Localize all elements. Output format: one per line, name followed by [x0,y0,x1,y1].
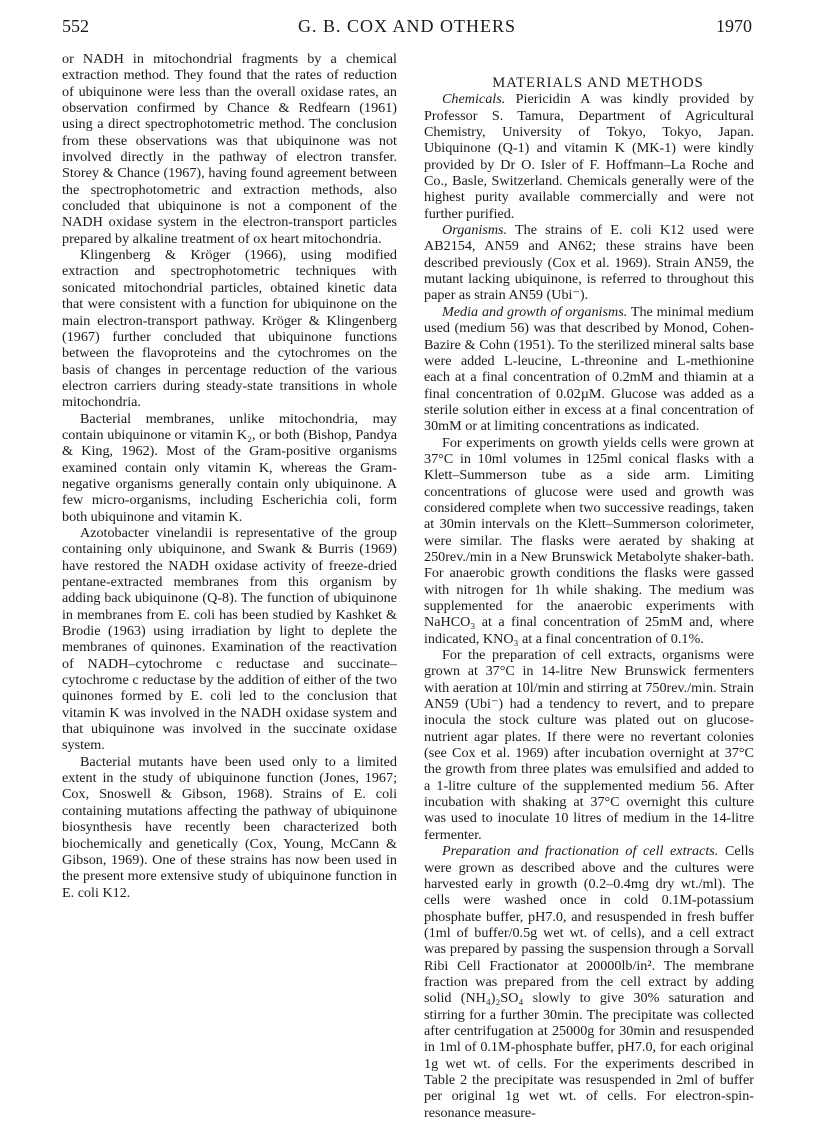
paragraph: or NADH in mitochondrial fragments by a chemical extraction method. They found that the rates of reduction of ubiquinone were less than the overall oxidase rates, an observation confirmed by Chance & Redfearn (1961) using a direct spectrophotometric method. The conclusion from these observations was that ubiquinone was not involved directly in the pathway of electron transfer. Storey & Chance (1967), having found agreement between the spectrophotometric and extraction methods, also concluded that ubiquinone is not a component of the NADH oxidase system in the electron-transport particles prepared by alkaline treatment of ox heart mitochondria. [62,51,397,247]
run-in-heading: Media and growth of organisms. [442,303,628,320]
page-number: 552 [62,16,89,36]
paragraph: Azotobacter vinelandii is representative of the group containing only ubiquinone, and Swank & Burris (1969) have restored the NADH oxidase activity of freeze-dried pentane-extracted membranes from this organism by adding back ubiquinone (Q-8). The function of ubiquinone in membranes from E. coli has been studied by Kashket & Brodie (1963) using irradiation by light to deplete the membranes of quinones. Examination of the reactivation of NADH–cytochrome c reductase and succinate–cytochrome c reductase by the addition of either of the two quinones formed by E. coli led to the conclusion that vitamin K was involved in the NADH oxidase system and that ubiquinone was involved in the succinate oxidase system. [62,524,397,754]
paragraph: For experiments on growth yields cells were grown at 37°C in 10ml volumes in 125ml conical flasks with a Klett–Summerson tube as a side arm. Limiting concentrations of glucose were used and growth was considered complete when two successive readings, taken at 30min intervals on the Klett–Summerson colorimeter, were similar. The flasks were aerated by shaking at 250rev./min in a New Brunswick Metabolyte shaker-bath. For anaerobic growth conditions the flasks were gassed with nitrogen for 1h while shaking. The medium was supplemented for the anaerobic experiments with NaHCO₃ at a final concentration of 25mM and, where indicated, KNO₃ at a final concentration of 0.1%. [424,434,754,647]
paragraph: Bacterial membranes, unlike mitochondria, may contain ubiquinone or vitamin K₂, or both (Bishop, Pandya & King, 1962). Most of the Gram-positive organisms examined contain only vitamin K, whereas the Gram-negative organisms generally contain only ubiquinone. A few micro-organisms, including Escherichia coli, form both ubiquinone and vitamin K. [62,410,397,525]
paragraph-organisms [424,222,754,304]
paragraph-media [424,304,754,435]
right-column [424,51,754,1121]
paragraph: Bacterial mutants have been used only to a limited extent in the study of ubiquinone function (Jones, 1967; Cox, Snoswell & Gibson, 1968). Strains of E. coli containing mutations affecting the pathway of ubiquinone biosynthesis have recently been characterized both biochemically and genetically (Cox, Young, McCann & Gibson, 1969). One of these strains has now been used in the present more extensive study of ubiquinone function in E. coli K12. [62,753,397,901]
running-title-authors: G. B. COX AND OTHERS [297,16,517,36]
paragraph-text: Cells were grown as described above and the cultures were harvested early in growth (0.2–0.4mg dry wt./ml). The cells were washed once in cold 0.1M-potassium phosphate buffer, pH7.0, and resuspended in fresh buffer (1ml of buffer/0.5g wet wt. of cells), and a cell extract was prepared by passing the suspension through a Sorvall Ribi Cell Fractionator at 20000lb/in². The membrane fraction was prepared from the cell extract by adding solid (NH₄)₂SO₄ slowly to give 30% saturation and stirring for a further 30min. The precipitate was collected after centrifugation at 25000g for 30min and resuspended in 1ml of 0.1M-phosphate buffer, pH7.0, for each original 1g wet wt. of cells. For the experiments described in Table 2 the precipitate was resuspended in 2ml of buffer per original 1g wet wt. of cells. For electron-spin-resonance measure- [424,843,755,1121]
paragraph-chemicals [424,91,754,222]
left-column [62,51,397,901]
publication-year: 1970 [716,16,752,36]
paragraph: Klingenberg & Kröger (1966), using modified extraction and spectrophotometric techniques with sonicated mitochondrial particles, obtained kinetic data that were consistent with a function for ubiquinone on the main electron-transport pathway. Kröger & Klingenberg (1967) further concluded that ubiquinone functions between the flavoproteins and the cytochromes on the basis of changes in percentage reduction of the various electron carriers during steady-state transitions in whole mitochondria. [62,247,397,411]
run-in-heading: Organisms. [442,222,508,239]
paragraph-text: The minimal medium used (medium 56) was that described by Monod, Cohen-Bazire & Cohn (1951). To the sterilized mineral salts base were added L-leucine, L-threonine and L-methionine each at a final concentration of 0.2mM and thiamin at a final concentration of 0.02µM. Glucose was added as a sterile solution either in excess at a final concentration of 30mM or at limiting concentrations as indicated. [424,303,754,435]
run-in-heading: Preparation and fractionation of cell extracts. [442,843,719,860]
run-in-heading: Chemicals. [442,91,506,108]
paragraph-preparation [424,843,754,1121]
paragraph-text: Piericidin A was kindly provided by Professor S. Tamura, Department of Agricultural Chemistry, University of Tokyo, Tokyo, Japan. Ubiquinone (Q-1) and vitamin K (MK-1) were kindly provided by Dr O. Isler of F. Hoffmann–La Roche and Co., Basle, Switzerland. Chemicals generally were of the highest purity available commercially and were not further purified. [424,91,754,222]
paragraph: For the preparation of cell extracts, organisms were grown at 37°C in 14-litre New Brunswick fermenters with aeration at 10l/min and stirring at 750rev./min. Strain AN59 (Ubi⁻) had a tendency to revert, and to prepare inocula the stock culture was plated out on glucose-nutrient agar plates. If there were no revertant colonies (see Cox et al. 1969) after incubation overnight at 37°C the growth from three plates was emulsified and added to a 1-litre culture of the supplemented medium 56. After incubation with shaking at 37°C overnight this culture was used to inoculate 10 litres of medium in the 14-litre fermenter. [424,647,754,843]
paragraph-text: The strains of E. coli K12 used were AB2154, AN59 and AN62; these strains have been described previously (Cox et al. 1969). Strain AN59, the mutant lacking ubiquinone, is referred to throughout this paper as strain AN59 (Ubi⁻). [424,222,754,304]
running-header [62,16,752,44]
section-heading: MATERIALS AND METHODS [492,75,704,91]
